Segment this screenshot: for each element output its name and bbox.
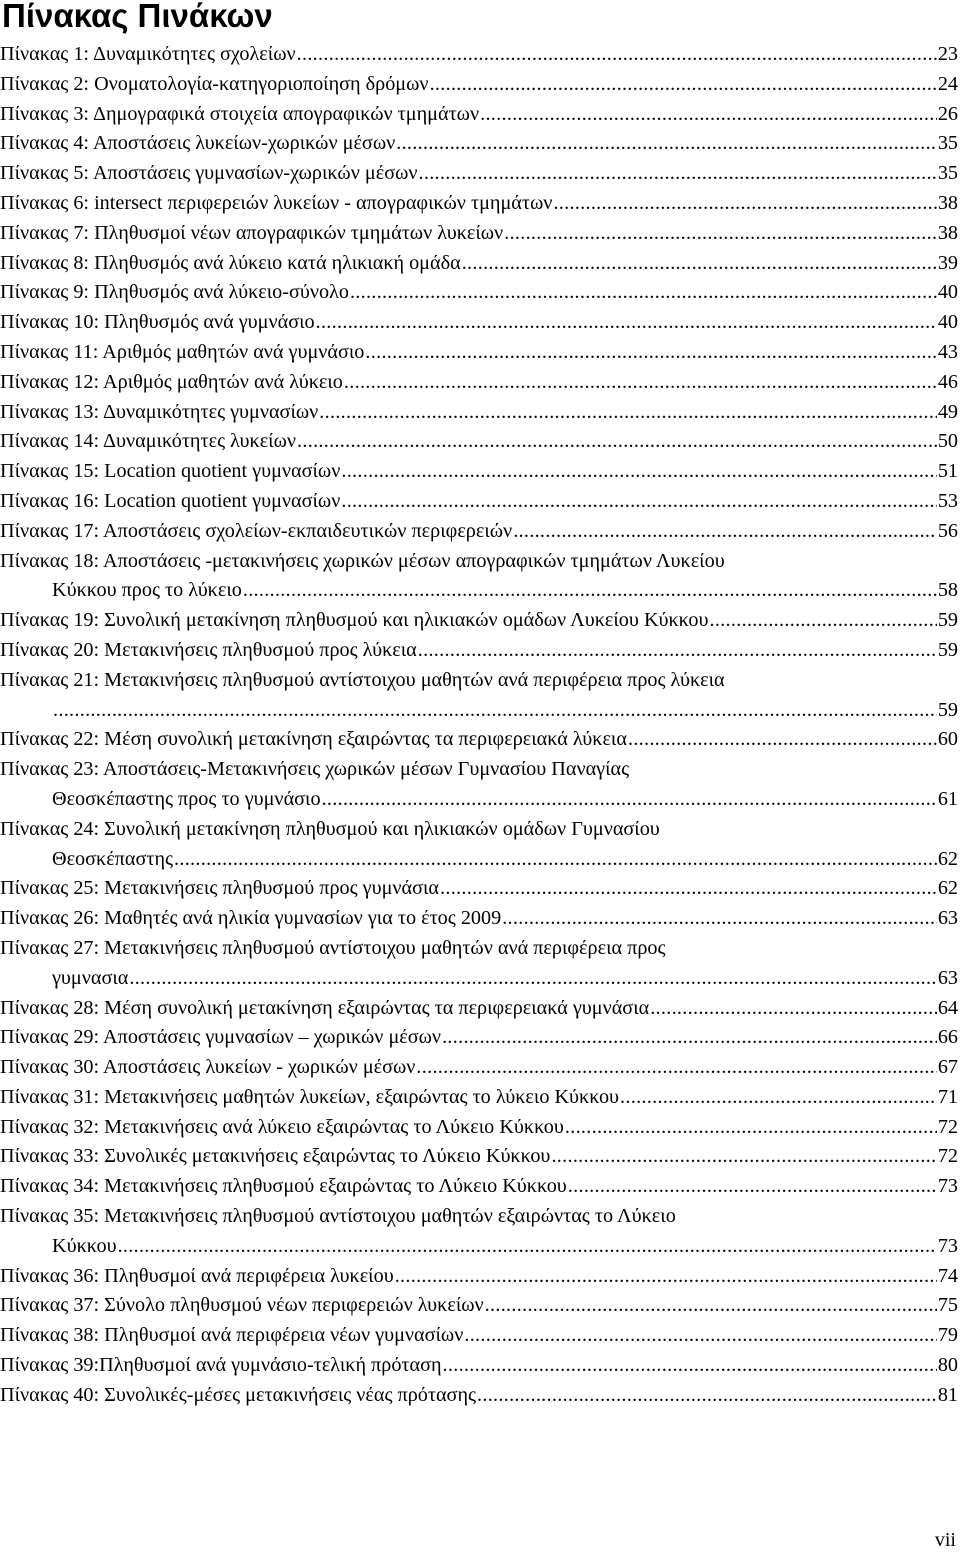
toc-entry[interactable] [0, 219, 958, 249]
toc-entry-page: 38 [937, 221, 958, 244]
toc-entry[interactable] [0, 1113, 958, 1143]
toc-entry[interactable] [0, 427, 958, 457]
toc-entry[interactable] [0, 1351, 958, 1381]
toc-entry-title: Πίνακας 1: Δυναμικότητες σχολείων [0, 43, 296, 65]
toc-entry-title: Πίνακας 8: Πληθυσμός ανά λύκειο κατά ηλικιακή ομάδα [0, 251, 461, 274]
toc-entry[interactable] [0, 666, 958, 726]
dot-leader [568, 1172, 937, 1202]
toc-entry-title: Πίνακας 15: Location quotient γυμνασίων [0, 460, 341, 483]
toc-entry-title: Πίνακας 14: Δυναμικότητες λυκείων [0, 430, 297, 453]
toc-entry-page: 73 [937, 1175, 958, 1198]
toc-entry-page: 60 [937, 728, 958, 751]
dot-leader [416, 1053, 936, 1083]
dot-leader [419, 159, 937, 189]
toc-entry[interactable] [0, 815, 958, 875]
toc-entry-title: Πίνακας 12: Αριθμός μαθητών ανά λύκειο [0, 370, 343, 393]
toc-entry-title: Πίνακας 3: Δημογραφικά στοιχεία απογραφικών τμημάτων [0, 102, 480, 125]
toc-entry-title: Πίνακας 37: Σύνολο πληθυσμού νέων περιφερειών λυκείων [0, 1294, 484, 1317]
toc-entry[interactable] [0, 338, 958, 368]
dot-leader [430, 70, 937, 100]
toc-entry-page: 72 [937, 1115, 958, 1138]
toc-entry-title: Πίνακας 31: Μετακινήσεις μαθητών λυκείων, εξαιρώντας το λύκειο Κύκκου [0, 1085, 620, 1108]
toc-entry[interactable] [0, 189, 958, 219]
toc-entry[interactable] [0, 1321, 958, 1351]
toc-entry-page: 58 [937, 579, 958, 602]
dot-leader [319, 398, 937, 428]
toc-entry-title: Πίνακας 10: Πληθυσμός ανά γυμνάσιο [0, 311, 315, 334]
dot-leader [551, 1142, 936, 1172]
dot-leader [350, 278, 937, 308]
toc-entry[interactable] [0, 1172, 958, 1202]
dot-leader [553, 189, 936, 219]
toc-entry-page: 72 [937, 1145, 958, 1168]
toc-entry[interactable] [0, 994, 958, 1024]
toc-entry-title: Πίνακας 21: Μετακινήσεις πληθυσμού αντίστοιχου μαθητών ανά περιφέρεια προς λύκεια [0, 668, 725, 691]
dot-leader [418, 636, 937, 666]
toc-entry[interactable] [0, 934, 958, 994]
toc-entry-page: 51 [937, 460, 958, 483]
toc-entry-page: 35 [937, 162, 958, 185]
toc-entry-title: Πίνακας 25: Μετακινήσεις πληθυσμού προς γυμνάσια [0, 877, 440, 900]
toc-entry[interactable] [0, 398, 958, 428]
toc-entry-title: Πίνακας 13: Δυναμικότητες γυμνασίων [0, 400, 319, 423]
toc-entry-title: Πίνακας 35: Μετακινήσεις πληθυσμού αντίστοιχου μαθητών εξαιρώντας το Λύκειο [0, 1205, 676, 1228]
toc-entry-title: Πίνακας 29: Αποστάσεις γυμνασίων – χωρικών μέσων [0, 1026, 442, 1049]
toc-entry[interactable] [0, 368, 958, 398]
dot-leader [650, 994, 937, 1024]
toc-entry[interactable] [0, 100, 958, 130]
toc-entry[interactable] [0, 249, 958, 279]
page-number: vii [934, 1529, 956, 1551]
toc-entry-page: 79 [937, 1324, 958, 1347]
toc-entry[interactable] [0, 159, 958, 189]
toc-entry-title: Πίνακας 22: Μέση συνολική μετακίνηση εξαιρώντας τα περιφερειακά λύκεια [0, 728, 627, 751]
toc-entry-page: 26 [937, 102, 958, 125]
toc-entry-page: 64 [937, 996, 958, 1019]
dot-leader [243, 576, 937, 606]
toc-entry-page: 75 [937, 1294, 958, 1317]
toc-entry-page: 61 [937, 787, 958, 810]
toc-entry-title: Κύκκου προς το λύκειο [52, 579, 242, 602]
dot-leader [440, 874, 937, 904]
dot-leader [322, 785, 937, 815]
dot-leader [502, 904, 937, 934]
toc-entry-page: 56 [937, 519, 958, 542]
toc-entry-title: Πίνακας 17: Αποστάσεις σχολείων-εκπαιδευτικών περιφερειών [0, 519, 513, 542]
dot-leader [118, 1232, 937, 1262]
toc-entry-title: Πίνακας 40: Συνολικές-μέσες μετακινήσεις νέας πρότασης [0, 1383, 476, 1406]
toc-entry[interactable] [0, 40, 958, 70]
dot-leader [53, 696, 937, 726]
toc-entry-title: Πίνακας 39:Πληθυσμοί ανά γυμνάσιο-τελική πρόταση [0, 1354, 442, 1377]
toc-entry-page: 49 [937, 400, 958, 423]
toc-entry[interactable] [0, 1291, 958, 1321]
toc-entry-page: 71 [937, 1085, 958, 1108]
toc-entry[interactable] [0, 606, 958, 636]
toc-entry[interactable] [0, 308, 958, 338]
dot-leader [462, 249, 937, 279]
toc-entry-title: Πίνακας 11: Αριθμός μαθητών ανά γυμνάσιο [0, 340, 365, 363]
toc-entry-page: 40 [937, 311, 958, 334]
toc-entry-page: 59 [937, 638, 958, 661]
dot-leader [174, 845, 937, 875]
toc-entry-title: Πίνακας 27: Μετακινήσεις πληθυσμού αντίστοιχου μαθητών ανά περιφέρεια προς [0, 936, 666, 959]
dot-leader [395, 1262, 937, 1292]
dot-leader [504, 219, 937, 249]
toc-entry-page: 35 [937, 132, 958, 155]
toc-entry-page: 43 [937, 340, 958, 363]
toc-entry[interactable] [0, 1023, 958, 1053]
toc-entry-title: Πίνακας 2: Ονοματολογία-κατηγοριοποίηση δρόμων [0, 72, 429, 95]
toc-entry-title: Πίνακας 7: Πληθυσμοί νέων απογραφικών τμημάτων λυκείων [0, 221, 504, 244]
toc-entry-title: Πίνακας 36: Πληθυσμοί ανά περιφέρεια λυκείου [0, 1264, 394, 1287]
toc-entry[interactable] [0, 1262, 958, 1292]
dot-leader [485, 1291, 937, 1321]
toc-entry-title: Πίνακας 6: intersect περιφερειών λυκείων - απογραφικών τμημάτων [0, 191, 553, 214]
dot-leader [297, 40, 937, 70]
toc-entry-page: 40 [937, 281, 958, 304]
toc-entry[interactable] [0, 517, 958, 547]
toc-entry-page: 39 [937, 251, 958, 274]
toc-entry-page: 66 [937, 1026, 958, 1049]
toc-entry-title: Πίνακας 30: Αποστάσεις λυκείων - χωρικών μέσων [0, 1056, 416, 1079]
toc-entry-page: 53 [937, 489, 958, 512]
dot-leader [341, 487, 936, 517]
toc-entry-page: 63 [937, 907, 958, 930]
toc-entry-page: 38 [937, 191, 958, 214]
dot-leader [129, 964, 936, 994]
toc-entry[interactable] [0, 547, 958, 607]
toc-entry-title: Πίνακας 33: Συνολικές μετακινήσεις εξαιρώντας το Λύκειο Κύκκου [0, 1145, 551, 1168]
dot-leader [513, 517, 937, 547]
dot-leader [464, 1321, 936, 1351]
toc-entry-title: Πίνακας 38: Πληθυσμοί ανά περιφέρεια νέων γυμνασίων [0, 1324, 464, 1347]
dot-leader [443, 1351, 937, 1381]
toc-entry[interactable] [0, 1142, 958, 1172]
toc-entry-page: 63 [937, 966, 958, 989]
toc-entry-page: 67 [937, 1056, 958, 1079]
dot-leader [442, 1023, 937, 1053]
toc-entry-title: Πίνακας 23: Αποστάσεις-Μετακινήσεις χωρικών μέσων Γυμνασίου Παναγίας [0, 758, 630, 781]
dot-leader [620, 1083, 937, 1113]
dot-leader [316, 308, 937, 338]
toc-entry[interactable] [0, 457, 958, 487]
dot-leader [628, 725, 937, 755]
toc-entry-title: Πίνακας 4: Αποστάσεις λυκείων-χωρικών μέσων [0, 132, 396, 155]
toc-entry-title: Πίνακας 20: Μετακινήσεις πληθυσμού προς λύκεια [0, 638, 417, 661]
toc-entry-page: 74 [937, 1264, 958, 1287]
toc-entry-page: 62 [937, 847, 958, 870]
toc-entry[interactable] [0, 1053, 958, 1083]
toc-entry-page: 81 [937, 1383, 958, 1406]
dot-leader [565, 1113, 937, 1143]
toc-entry-title: Πίνακας 28: Μέση συνολική μετακίνηση εξαιρώντας τα περιφερειακά γυμνάσια [0, 996, 650, 1019]
toc-entry-page: 73 [937, 1234, 958, 1257]
toc-entry[interactable] [0, 1381, 958, 1411]
dot-leader [341, 457, 936, 487]
toc-entry-title: Θεοσκέπαστης προς το γυμνάσιο [52, 787, 321, 810]
toc-entry-page: 50 [937, 430, 958, 453]
page-title: Πίνακας Πινάκων [2, 0, 273, 34]
toc-entry-title: Πίνακας 34: Μετακινήσεις πληθυσμού εξαιρώντας το Λύκειο Κύκκου [0, 1175, 567, 1198]
toc-entry-title: Πίνακας 26: Μαθητές ανά ηλικία γυμνασίων για το έτος 2009 [0, 907, 502, 930]
dot-leader [396, 129, 937, 159]
dot-leader [344, 368, 937, 398]
dot-leader [480, 100, 937, 130]
toc-entry[interactable] [0, 278, 958, 308]
toc-entry[interactable] [0, 874, 958, 904]
toc-entry-title: Θεοσκέπαστης [52, 847, 173, 870]
dot-leader [710, 606, 937, 636]
toc-entry-title: γυμνασια [52, 966, 129, 989]
toc-entry[interactable] [0, 487, 958, 517]
toc-entry-page: 80 [937, 1354, 958, 1377]
toc-entry[interactable] [0, 636, 958, 666]
toc-entry-title: Πίνακας 19: Συνολική μετακίνηση πληθυσμού και ηλικιακών ομάδων Λυκείου Κύκκου [0, 609, 709, 632]
toc-entry[interactable] [0, 1083, 958, 1113]
dot-leader [477, 1381, 937, 1411]
toc-entry-page: 59 [937, 609, 958, 632]
toc-entry-title: Κύκκου [52, 1234, 117, 1257]
toc-entry-page: 24 [937, 72, 958, 95]
toc-entry-title: Πίνακας 5: Αποστάσεις γυμνασίων-χωρικών μέσων [0, 162, 418, 185]
dot-leader [297, 427, 937, 457]
toc-entry[interactable] [0, 1202, 958, 1262]
toc-entry-title: Πίνακας 16: Location quotient γυμνασίων [0, 489, 341, 512]
toc-entry[interactable] [0, 725, 958, 755]
table-of-tables [0, 40, 958, 1411]
toc-entry-page: 59 [937, 698, 958, 721]
toc-entry-title: Πίνακας 18: Αποστάσεις -μετακινήσεις χωρικών μέσων απογραφικών τμημάτων Λυκείου [0, 549, 725, 572]
toc-entry-title: Πίνακας 32: Μετακινήσεις ανά λύκειο εξαιρώντας το Λύκειο Κύκκου [0, 1115, 564, 1138]
toc-entry-page: 62 [937, 877, 958, 900]
dot-leader [365, 338, 936, 368]
toc-entry-page: 46 [937, 370, 958, 393]
toc-entry[interactable] [0, 904, 958, 934]
toc-entry[interactable] [0, 755, 958, 815]
toc-entry[interactable] [0, 129, 958, 159]
toc-entry-title: Πίνακας 24: Συνολική μετακίνηση πληθυσμού και ηλικιακών ομάδων Γυμνασίου [0, 817, 660, 840]
toc-entry-page: 23 [937, 43, 958, 65]
toc-entry[interactable] [0, 70, 958, 100]
toc-entry-title: Πίνακας 9: Πληθυσμός ανά λύκειο-σύνολο [0, 281, 349, 304]
